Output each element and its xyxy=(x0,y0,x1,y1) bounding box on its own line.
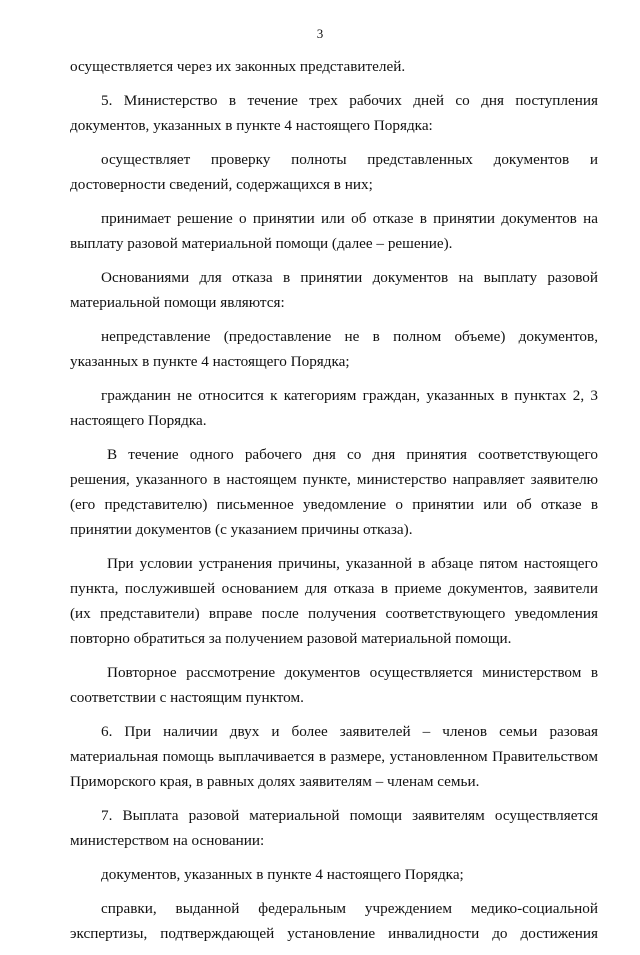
paragraph: осуществляет проверку полноты представленных документов и достоверности сведений, содержащихся в них; xyxy=(70,151,598,193)
paragraph: документов, указанных в пункте 4 настоящего Порядка; xyxy=(101,866,464,883)
paragraph: принимает решение о принятии или об отказе в принятии документов на выплату разовой материальной помощи (далее – решение). xyxy=(70,210,598,252)
paragraph: 5. Министерство в течение трех рабочих дней со дня поступления документов, указанных в пункте 4 настоящего Порядка: xyxy=(70,92,598,134)
document-body xyxy=(70,54,598,955)
paragraph: Основаниями для отказа в принятии документов на выплату разовой материальной помощи являются: xyxy=(70,269,598,311)
page-number: 3 xyxy=(316,26,324,41)
paragraph: При условии устранения причины, указанной в абзаце пятом настоящего пункта, послужившей основанием для отказа в приеме документов, заявители (их представители) вправе после получения соответствующего уведомления повторно обратиться за получением разовой материальной помощи. xyxy=(70,555,598,647)
paragraph: 7. Выплата разовой материальной помощи заявителям осуществляется министерством на основании: xyxy=(70,807,598,849)
paragraph: справки, выданной федеральным учреждением медико-социальной экспертизы, подтверждающей установление инвалидности до достижения xyxy=(70,900,598,942)
paragraph: В течение одного рабочего дня со дня принятия соответствующего решения, указанного в настоящем пункте, министерство направляет заявителю (его представителю) письменное уведомление о принятии или об отказе в принятии документов (с указанием причины отказа). xyxy=(70,446,598,538)
paragraph: Повторное рассмотрение документов осуществляется министерством в соответствии с настоящим пунктом. xyxy=(70,664,598,706)
paragraph: 6. При наличии двух и более заявителей – членов семьи разовая материальная помощь выплачивается в размере, установленном Правительством Приморского края, в равных долях заявителям – членам семьи. xyxy=(70,723,598,790)
paragraph: гражданин не относится к категориям граждан, указанных в пунктах 2, 3 настоящего Порядка. xyxy=(70,387,598,429)
paragraph: непредставление (предоставление не в полном объеме) документов, указанных в пункте 4 настоящего Порядка; xyxy=(70,328,598,370)
paragraph: осуществляется через их законных представителей. xyxy=(70,58,406,75)
